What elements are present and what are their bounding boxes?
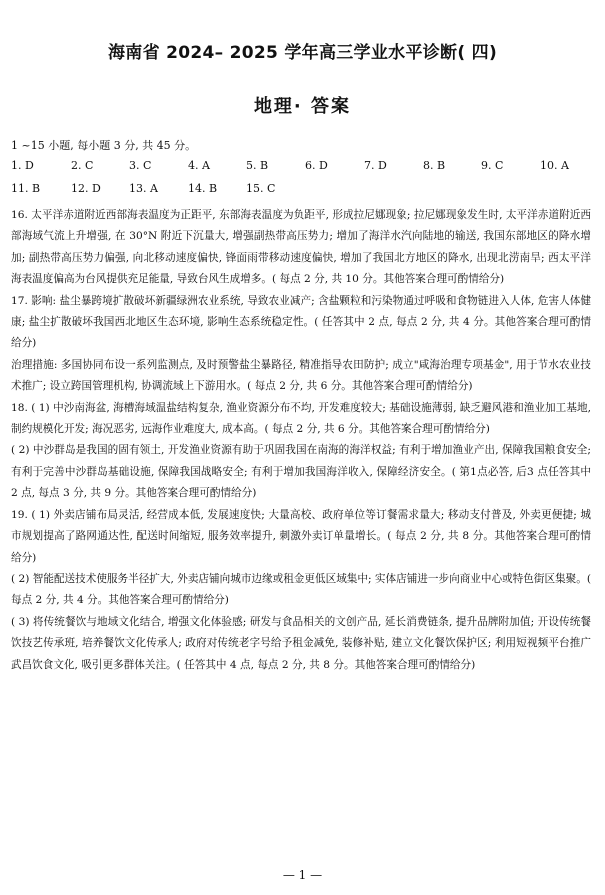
answer-item: 8. B xyxy=(423,159,446,172)
answer-item: 2. C xyxy=(71,159,94,172)
question-19-part-3: ( 3) 将传统餐饮与地域文化结合, 增强文化体验感; 研发与食品相关的文创产品, 延长消费链条, 提升品牌附加值; 开设传统餐饮技艺传承班, 培养餐饮文化传承人; 政府对传统老字号给予租金减免, 装修补贴, 建立文化餐饮保护区; 利用短视频平台推广武昌饮食文化, 吸引更多群体关注。( 任答其中 4 点, 每点 2 分, 共 8 分。其他答案合理可酌情给分) xyxy=(11,615,591,671)
answer-item: 15. C xyxy=(246,182,276,195)
question-19-part-2: ( 2) 智能配送技术使服务半径扩大, 外卖店铺向城市边缘或租金更低区域集中; 实体店铺进一步向商业中心或特色街区集聚。( 每点 2 分, 共 4 分。其他答案合理可酌情给分) xyxy=(11,572,591,607)
question-18-part-2: ( 2) 中沙群岛是我国的固有领土, 开发渔业资源有助于巩固我国在南海的海洋权益; 有利于增加渔业产出, 保障我国粮食安全; 有利于完善中沙群岛基础设施, 保障我国战略安全; 有利于增加我国海洋收入, 保障经济安全。( 第1点必答, 后3 点任答其中 2 点, 每点 3 分, 共 9 分。其他答案合理可酌情给分) xyxy=(11,444,591,500)
page-subtitle: 地理· 答案 xyxy=(253,96,352,117)
page-number: — 1 — xyxy=(282,868,323,882)
answer-item: 6. D xyxy=(305,159,328,172)
answer-item: 1. D xyxy=(11,159,34,172)
answer-content xyxy=(11,205,591,676)
answer-item: 14. B xyxy=(188,182,218,195)
question-17-measures: 治理措施: 多国协同布设一系列监测点, 及时预警盐尘暴路径, 精准指导农田防护; 成立"咸海治理专项基金", 用于节水农业技术推广; 设立跨国管理机构, 协调流域上下游用水。( 每点 2 分, 共 6 分。其他答案合理可酌情给分) xyxy=(11,358,591,393)
question-19-part-1: 19. ( 1) 外卖店铺布局灵活, 经营成本低, 发展速度快; 大量高校、政府单位等订餐需求量大; 移动支付普及, 外卖更便捷; 城市规划提高了路网通达性, 配送时间缩短, 服务效率提升, 刺激外卖订单量增长。( 每点 2 分, 共 8 分。其他答案合理可酌情给分) xyxy=(11,508,591,564)
answer-item: 4. A xyxy=(188,159,210,172)
answer-row-1 xyxy=(11,159,601,175)
answer-item: 3. C xyxy=(129,159,152,172)
question-16-answer: 16. 太平洋赤道附近西部海表温度为正距平, 东部海表温度为负距平, 形成拉尼娜现象; 拉尼娜现象发生时, 太平洋赤道附近西部海域气流上升增强, 在 30°N 附近下沉量大, 增强副热带高压势力; 增加了海洋水汽向陆地的输送, 我国东部地区的降水增加; 副热带高压势力偏强, 向北移动速度偏快, 锋面雨带移动速度偏快, 增加了我国北方地区的降水, 出现北涝南旱; 西太平洋海表温度偏高为台风提供充足能量, 导致台风生成增多。( 每点 2 分, 共 10 分。其他答案合理可酌情给分) xyxy=(11,209,591,286)
answer-item: 7. D xyxy=(364,159,387,172)
answer-item: 12. D xyxy=(71,182,101,195)
answer-item: 13. A xyxy=(129,182,158,195)
answer-item: 5. B xyxy=(246,159,269,172)
question-18-part-1: 18. ( 1) 中沙南海盆, 海槽海域温盐结构复杂, 渔业资源分布不均, 开发难度较大; 基础设施薄弱, 缺乏避风港和渔业加工基地, 制约规模化开发; 海况恶劣, 远海作业难度大, 成本高。( 每点 2 分, 共 6 分。其他答案合理可酌情给分) xyxy=(11,401,591,436)
answer-item: 9. C xyxy=(481,159,504,172)
answer-row-2 xyxy=(11,182,601,198)
page-title: 海南省 2024– 2025 学年高三学业水平诊断( 四) xyxy=(107,43,498,63)
answer-item: 10. A xyxy=(540,159,569,172)
multiple-choice-intro: 1 ~15 小题, 每小题 3 分, 共 45 分。 xyxy=(11,139,197,152)
answer-item: 11. B xyxy=(11,182,41,195)
question-17-impact: 17. 影响: 盐尘暴跨境扩散破坏新疆绿洲农业系统, 导致农业减产; 含盐颗粒和污染物通过呼吸和食物链进入人体, 危害人体健康; 盐尘扩散破坏我国西北地区生态环境, 影响生态系统稳定性。( 任答其中 2 点, 每点 2 分, 共 4 分。其他答案合理可酌情给分) xyxy=(11,294,591,350)
